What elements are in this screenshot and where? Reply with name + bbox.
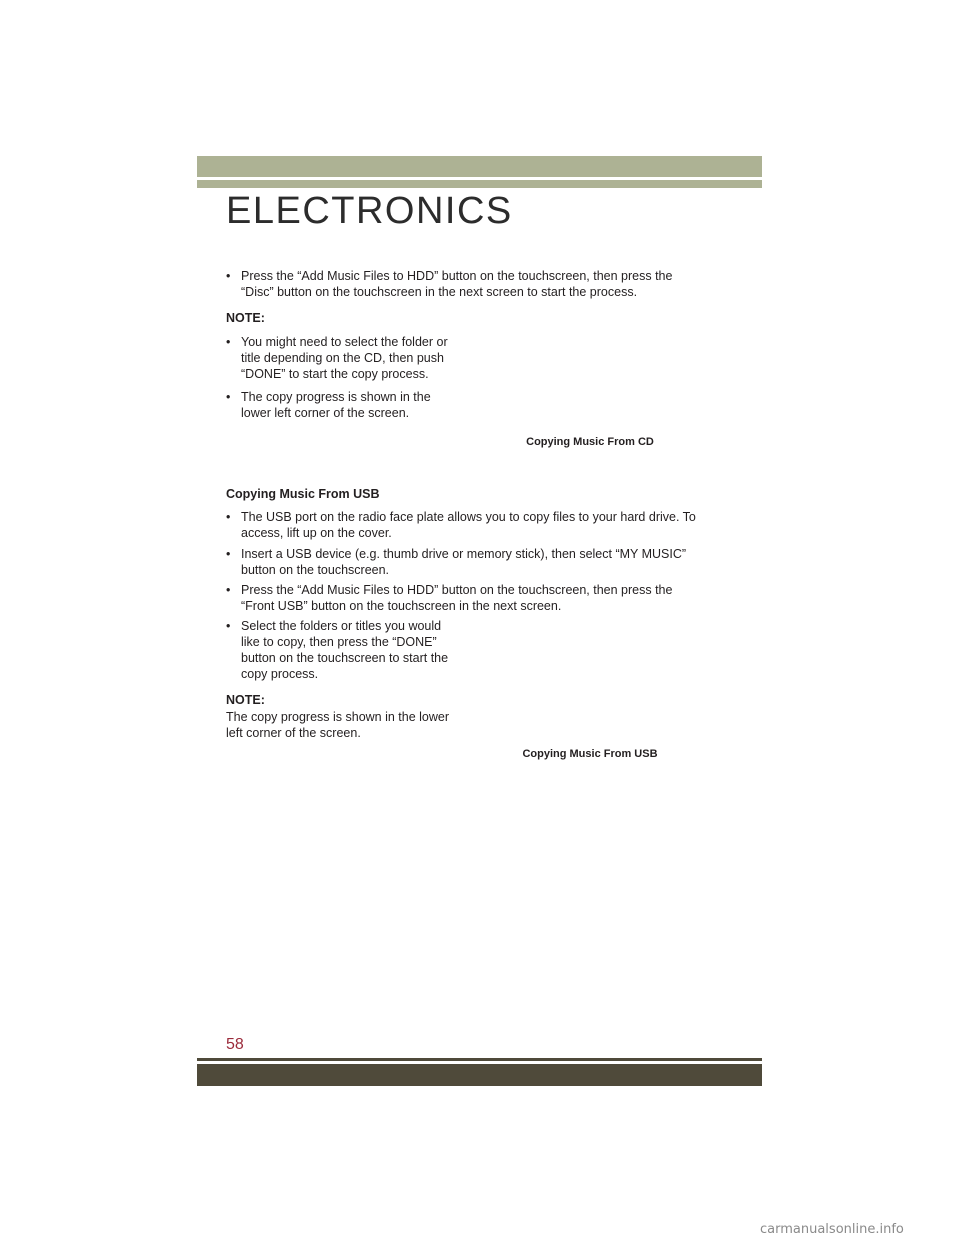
bullet-line: • Select the folders or titles you would xyxy=(241,619,442,633)
footer-rule xyxy=(197,1058,762,1061)
figure-caption-usb: Copying Music From USB xyxy=(522,748,658,760)
list-item xyxy=(226,618,466,682)
header-rule xyxy=(197,180,762,188)
list-item xyxy=(226,268,716,300)
list-item xyxy=(226,389,466,421)
bullet-line: copy process. xyxy=(241,667,319,681)
figure-caption-cd: Copying Music From CD xyxy=(526,436,654,448)
footer-band xyxy=(197,1064,762,1086)
bullet-line: lower left corner of the screen. xyxy=(241,406,410,420)
note-line: The copy progress is shown in the lower xyxy=(226,710,450,724)
note-bullets xyxy=(226,334,466,382)
page-number: 58 xyxy=(226,1036,244,1053)
subsection-heading: Copying Music From USB xyxy=(226,487,380,501)
usb-bullet-1 xyxy=(226,509,716,541)
bullet-line: • The copy progress is shown in the xyxy=(241,390,431,404)
usb-bullet-4 xyxy=(226,618,466,682)
list-item xyxy=(226,334,466,382)
note-line: left corner of the screen. xyxy=(226,726,361,740)
bullet-line: button on the touchscreen. xyxy=(241,563,390,577)
section-title: ELECTRONICS xyxy=(226,190,513,232)
bullet-line: • Insert a USB device (e.g. thumb drive or memory stick), then select “MY MUSIC” xyxy=(241,547,687,561)
intro-block xyxy=(226,268,716,300)
note-label-2: NOTE: xyxy=(226,693,265,707)
bullet-line: button on the touchscreen to start the xyxy=(241,651,449,665)
list-item xyxy=(226,582,716,614)
header-band xyxy=(197,156,762,177)
bullet-line: “DONE” to start the copy process. xyxy=(241,367,429,381)
usb-bullet-3 xyxy=(226,582,716,614)
note-label: NOTE: xyxy=(226,311,265,325)
bullet-line: “Front USB” button on the touchscreen in the next screen. xyxy=(241,599,562,613)
list-item xyxy=(226,546,716,578)
bullet-line: • You might need to select the folder or xyxy=(241,335,448,349)
bullet-line: access, lift up on the cover. xyxy=(241,526,392,540)
bullet-line: like to copy, then press the “DONE” xyxy=(241,635,437,649)
list-item xyxy=(226,509,716,541)
bullet-line: • Press the “Add Music Files to HDD” button on the touchscreen, then press the xyxy=(241,583,673,597)
note-bullets-2 xyxy=(226,389,466,421)
bullet-line: title depending on the CD, then push xyxy=(241,351,444,365)
note-text-2 xyxy=(226,709,466,741)
figure-cd-image xyxy=(480,310,700,432)
bullet-line: • The USB port on the radio face plate allows you to copy files to your hard drive. To xyxy=(241,510,696,524)
bullet-line: • Press the “Add Music Files to HDD” button on the touchscreen, then press the xyxy=(241,269,673,283)
usb-bullet-2 xyxy=(226,546,716,578)
figure-usb-image xyxy=(480,620,700,742)
watermark: carmanualsonline.info xyxy=(760,1222,904,1237)
bullet-line: “Disc” button on the touchscreen in the next screen to start the process. xyxy=(241,285,638,299)
